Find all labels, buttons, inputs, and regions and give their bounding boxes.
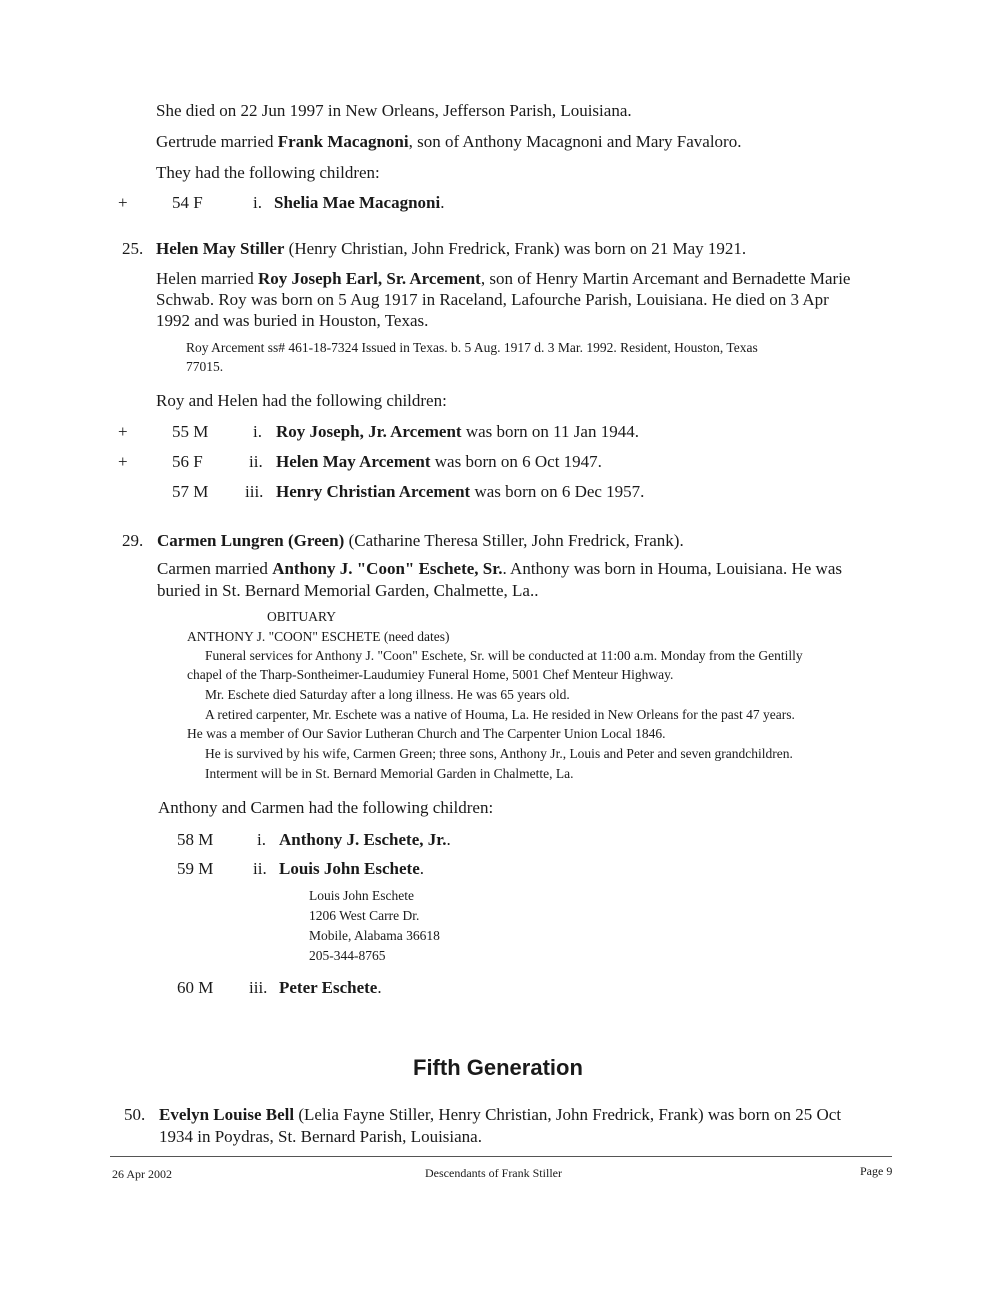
entry-heading: Carmen Lungren (Green) (Catharine Theresa Stiller, John Fredrick, Frank). <box>157 531 684 550</box>
obituary-text: chapel of the Tharp-Sontheimer-Laudumiey Funeral Home, 5001 Chef Menteur Highway. <box>187 667 674 682</box>
entry-line-2: 1934 in Poydras, St. Bernard Parish, Louisiana. <box>159 1127 482 1146</box>
child-number: 55 M <box>172 422 209 441</box>
marriage-line: Carmen married Anthony J. "Coon" Eschete, Sr.. Anthony was born in Houma, Louisiana. He was <box>157 559 842 578</box>
child-number: 54 F <box>172 193 203 212</box>
child-roman: i. <box>257 830 266 849</box>
entry-number: 50. <box>124 1105 146 1124</box>
entry-number: 29. <box>122 531 144 550</box>
child-entry: Roy Joseph, Jr. Arcement was born on 11 Jan 1944. <box>276 422 639 441</box>
entry-number: 25. <box>122 239 144 258</box>
descendant-plus-marker: + <box>118 422 128 441</box>
child-number: 59 M <box>177 859 214 878</box>
marriage-line-2: buried in St. Bernard Memorial Garden, Chalmette, La.. <box>157 581 539 600</box>
children-intro: Anthony and Carmen had the following children: <box>158 798 494 817</box>
spouse-name: Frank Macagnoni <box>277 132 409 151</box>
obituary-name: ANTHONY J. "COON" ESCHETE (need dates) <box>187 629 450 644</box>
child-entry: Helen May Arcement was born on 6 Oct 1947. <box>276 452 602 471</box>
child-number: 57 M <box>172 482 209 501</box>
children-intro: They had the following children: <box>156 163 380 182</box>
marriage-line: Gertrude married Frank Macagnoni, son of Anthony Macagnoni and Mary Favaloro. <box>156 132 742 151</box>
obituary-title: OBITUARY <box>267 609 337 624</box>
child-entry: Louis John Eschete. <box>279 859 424 878</box>
obituary-text: He was a member of Our Savior Lutheran Church and The Carpenter Union Local 1846. <box>187 726 666 741</box>
child-entry: Peter Eschete. <box>279 978 382 997</box>
marriage-line-3: 1992 and was buried in Houston, Texas. <box>156 311 429 330</box>
address-line: Louis John Eschete <box>309 888 414 903</box>
child-number: 60 M <box>177 978 214 997</box>
child-roman: iii. <box>249 978 268 997</box>
footer-page-number: Page 9 <box>860 1164 893 1178</box>
marriage-line: Helen married Roy Joseph Earl, Sr. Arcement, son of Henry Martin Arcemant and Bernadette Marie <box>156 269 851 288</box>
descendant-plus-marker: + <box>118 452 128 471</box>
descendant-plus-marker: + <box>118 193 128 212</box>
child-roman: i. <box>253 422 262 441</box>
address-line: 205-344-8765 <box>309 948 386 963</box>
obituary-text: He is survived by his wife, Carmen Green; three sons, Anthony Jr., Louis and Peter and seven grandchildren. <box>205 746 793 761</box>
obituary-text: Interment will be in St. Bernard Memorial Garden in Chalmette, La. <box>205 766 574 781</box>
obituary-text: Mr. Eschete died Saturday after a long illness. He was 65 years old. <box>205 687 570 702</box>
section-heading: Fifth Generation <box>413 1055 583 1080</box>
address-line: Mobile, Alabama 36618 <box>309 928 440 943</box>
child-roman: ii. <box>249 452 263 471</box>
child-number: 58 M <box>177 830 214 849</box>
child-entry: Anthony J. Eschete, Jr.. <box>279 830 451 849</box>
death-line: She died on 22 Jun 1997 in New Orleans, Jefferson Parish, Louisiana. <box>156 101 632 120</box>
child-roman: i. <box>253 193 262 212</box>
entry-heading: Evelyn Louise Bell (Lelia Fayne Stiller, Henry Christian, John Fredrick, Frank) was born on 25 Oct <box>159 1105 842 1124</box>
note-line: 77015. <box>186 359 224 374</box>
children-intro: Roy and Helen had the following children: <box>156 391 447 410</box>
obituary-text: A retired carpenter, Mr. Eschete was a native of Houma, La. He resided in New Orleans for the past 47 years. <box>205 707 795 722</box>
address-line: 1206 West Carre Dr. <box>309 908 420 923</box>
child-roman: iii. <box>245 482 264 501</box>
note-line: Roy Arcement ss# 461-18-7324 Issued in Texas. b. 5 Aug. 1917 d. 3 Mar. 1992. Resident, Houston, Texas <box>186 340 758 355</box>
child-number: 56 F <box>172 452 203 471</box>
footer-title: Descendants of Frank Stiller <box>425 1166 562 1180</box>
child-entry: Henry Christian Arcement was born on 6 Dec 1957. <box>276 482 645 501</box>
entry-heading: Helen May Stiller (Henry Christian, John Fredrick, Frank) was born on 21 May 1921. <box>156 239 747 258</box>
child-roman: ii. <box>253 859 267 878</box>
marriage-line-2: Schwab. Roy was born on 5 Aug 1917 in Raceland, Lafourche Parish, Louisiana. He died on 3 Apr <box>156 290 829 309</box>
footer-date: 26 Apr 2002 <box>112 1167 172 1181</box>
footer-divider <box>110 1156 892 1157</box>
child-entry: Shelia Mae Macagnoni. <box>274 193 445 212</box>
obituary-text: Funeral services for Anthony J. "Coon" Eschete, Sr. will be conducted at 11:00 a.m. Monday from the Gentilly <box>205 648 803 663</box>
